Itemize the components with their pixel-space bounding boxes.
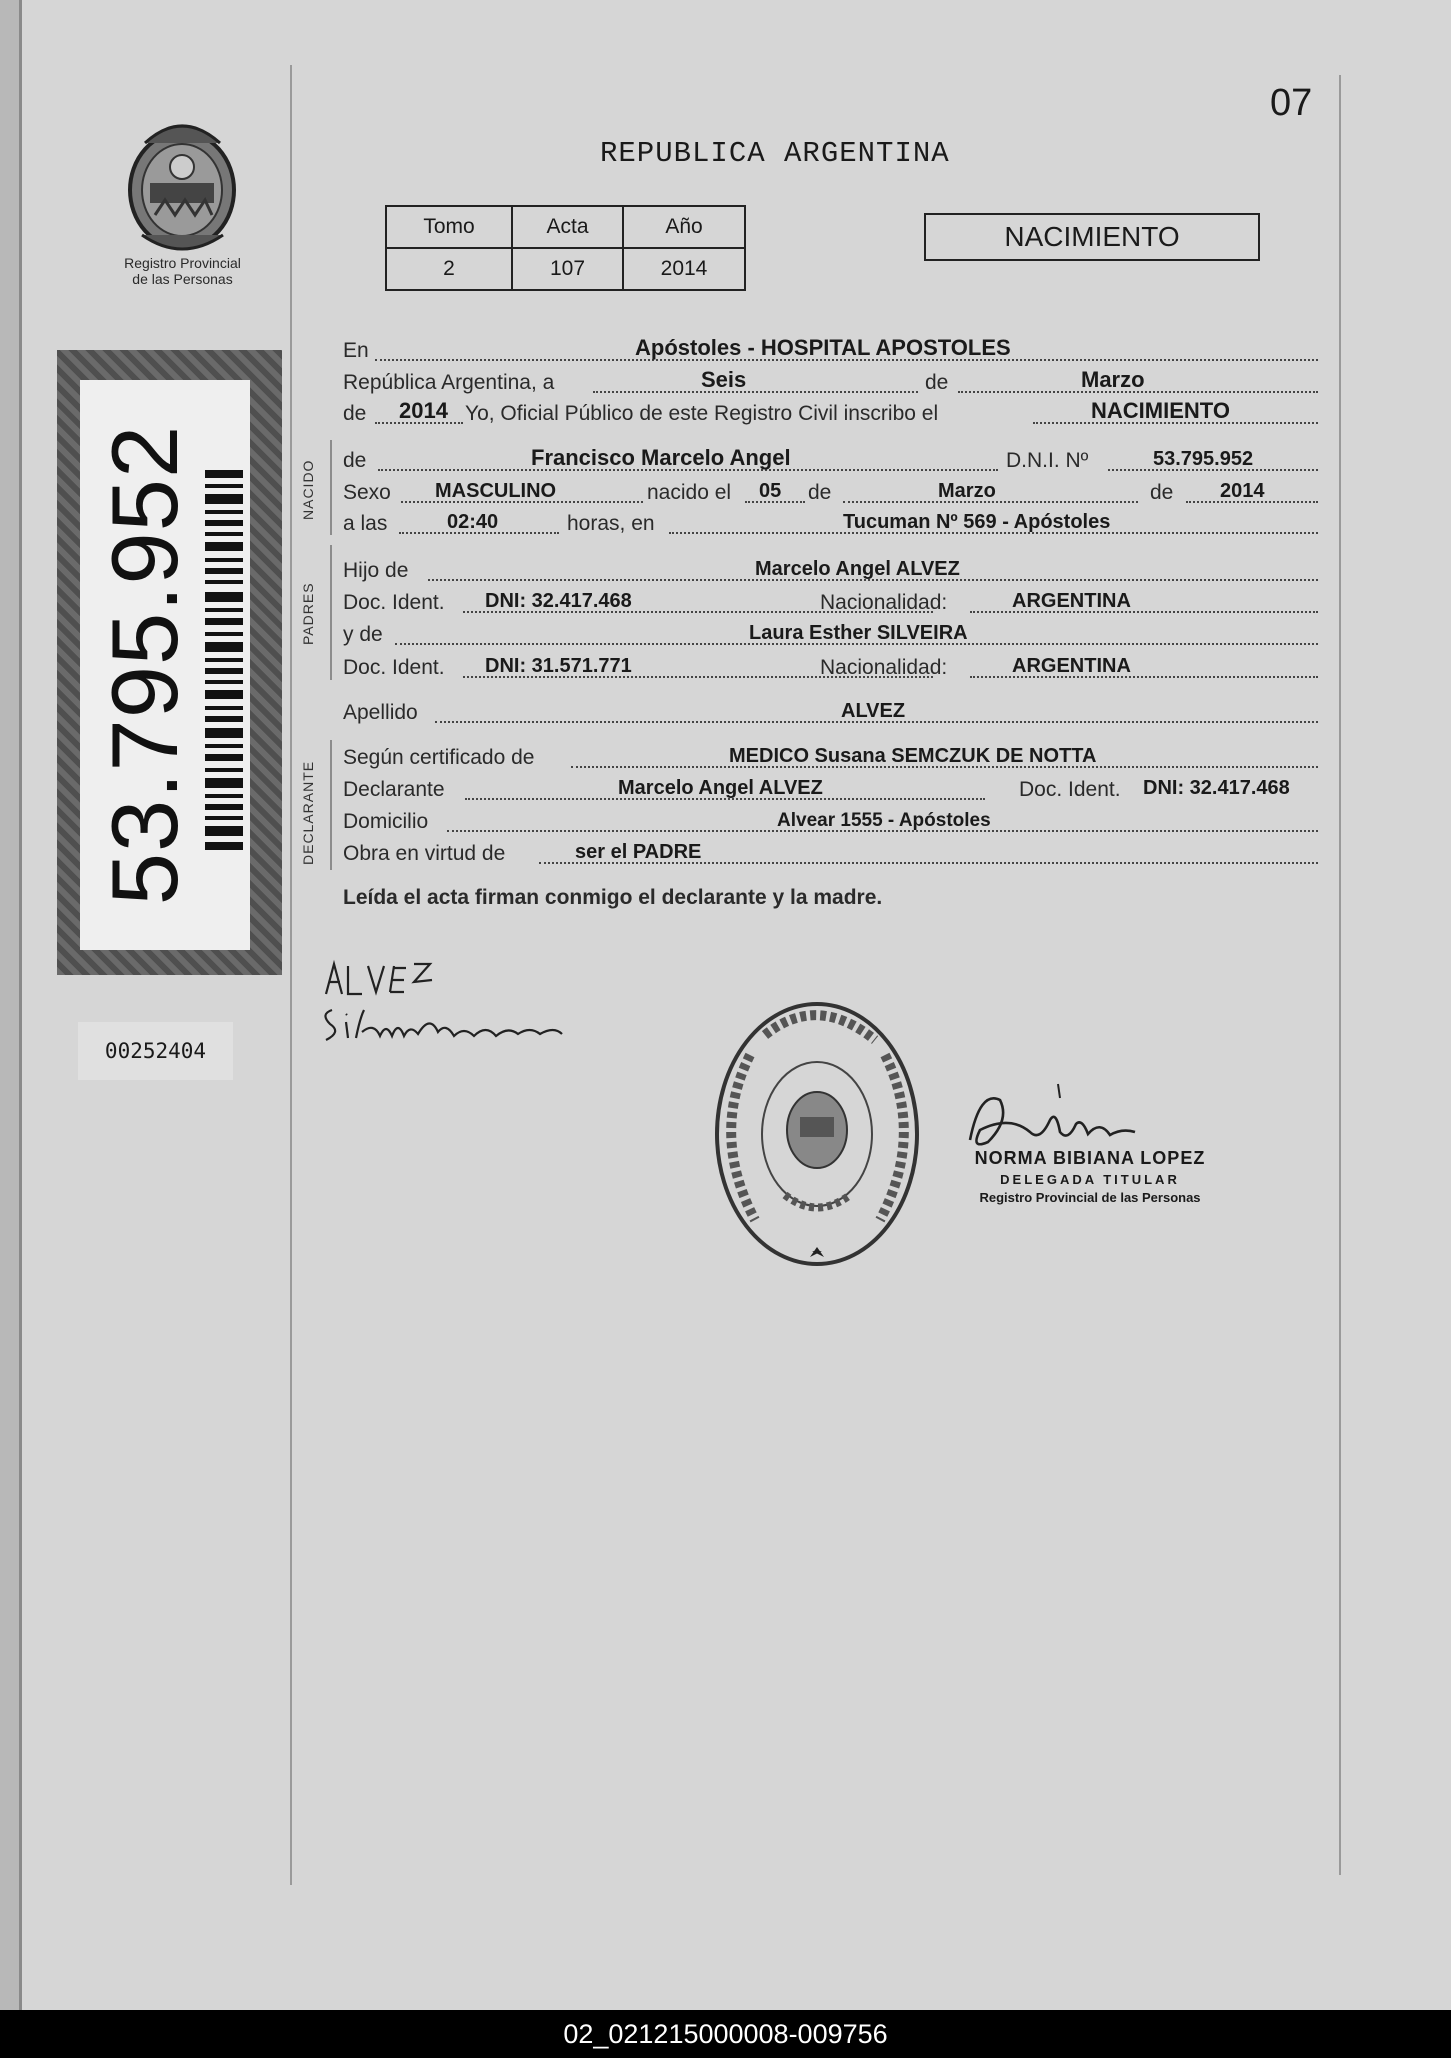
value-nac-anio: 2014 bbox=[1220, 480, 1265, 502]
tomo-label: Tomo bbox=[386, 206, 512, 248]
right-margin-line bbox=[1339, 75, 1341, 1875]
row-apellido bbox=[343, 697, 1318, 729]
row-lugar bbox=[343, 335, 1318, 367]
label-de-nombre: de bbox=[343, 449, 367, 472]
acta-value: 107 bbox=[512, 248, 623, 290]
label-dni: D.N.I. Nº bbox=[1006, 449, 1089, 472]
value-sexo: MASCULINO bbox=[435, 480, 557, 502]
barcode-icon bbox=[205, 470, 243, 850]
label-nacionalidad: Nacionalidad: bbox=[820, 591, 948, 614]
label-doc-ident: Doc. Ident. bbox=[343, 591, 445, 614]
country-title: REPUBLICA ARGENTINA bbox=[600, 137, 950, 170]
row-nombre bbox=[343, 445, 1318, 477]
file-id-footer: 02_021215000008-009756 bbox=[0, 2010, 1451, 2058]
document-type: NACIMIENTO bbox=[924, 213, 1260, 261]
value-nac-mes: Marzo bbox=[938, 480, 996, 502]
label-domicilio: Domicilio bbox=[343, 810, 429, 833]
row-obra bbox=[343, 838, 1318, 870]
section-declarante: DECLARANTE bbox=[300, 760, 316, 865]
value-lugar-nac: Tucuman Nº 569 - Apóstoles bbox=[843, 511, 1111, 533]
value-lugar: Apóstoles - HOSPITAL APOSTOLES bbox=[635, 335, 1011, 360]
value-domicilio: Alvear 1555 - Apóstoles bbox=[777, 810, 991, 831]
row-madre bbox=[343, 619, 1318, 651]
label-de: de bbox=[925, 371, 949, 394]
acta-label: Acta bbox=[512, 206, 623, 248]
handwritten-signature bbox=[318, 952, 588, 1052]
label-nacionalidad-madre: Nacionalidad: bbox=[820, 656, 948, 679]
value-declarante-doc: DNI: 32.417.468 bbox=[1143, 777, 1290, 799]
label-de-anio: de bbox=[343, 402, 367, 425]
label-doc-ident-madre: Doc. Ident. bbox=[343, 656, 445, 679]
label-sexo: Sexo bbox=[343, 481, 391, 504]
label-de-mes: de bbox=[808, 481, 832, 504]
page-number: 07 bbox=[1270, 82, 1313, 124]
closing-statement: Leída el acta firman conmigo el declarante y la madre. bbox=[343, 886, 883, 909]
section-nacido: NACIDO bbox=[300, 459, 316, 520]
tomo-acta-anio-table bbox=[385, 205, 746, 291]
label-a-las: a las bbox=[343, 512, 388, 535]
value-dia: Seis bbox=[701, 367, 747, 392]
label-certificado: Según certificado de bbox=[343, 746, 535, 769]
value-mes: Marzo bbox=[1081, 367, 1145, 392]
value-certificado: MEDICO Susana SEMCZUK DE NOTTA bbox=[729, 745, 1097, 767]
value-padre-doc: DNI: 32.417.468 bbox=[485, 590, 632, 612]
row-inscribe bbox=[343, 398, 1318, 430]
anio-value: 2014 bbox=[623, 248, 745, 290]
value-padre-nac: ARGENTINA bbox=[1012, 590, 1131, 612]
registry-stamp bbox=[710, 995, 925, 1273]
row-padre-doc bbox=[343, 587, 1318, 619]
serial-number: 00252404 bbox=[78, 1022, 233, 1080]
tomo-value: 2 bbox=[386, 248, 512, 290]
official-name: NORMA BIBIANA LOPEZ bbox=[974, 1148, 1206, 1168]
value-obra: ser el PADRE bbox=[575, 841, 702, 863]
label-apellido: Apellido bbox=[343, 701, 418, 724]
value-madre-doc: DNI: 31.571.771 bbox=[485, 655, 632, 677]
value-anio: 2014 bbox=[399, 398, 448, 423]
row-fecha bbox=[343, 367, 1318, 399]
value-madre-nac: ARGENTINA bbox=[1012, 655, 1131, 677]
label-doc-ident-declarante: Doc. Ident. bbox=[1019, 778, 1121, 801]
misiones-emblem bbox=[120, 115, 245, 255]
label-oficial: Yo, Oficial Público de este Registro Civil inscribo el bbox=[465, 402, 939, 425]
value-nombre: Francisco Marcelo Angel bbox=[531, 445, 791, 470]
section-rule-nacido bbox=[330, 440, 332, 535]
row-declarante bbox=[343, 774, 1318, 806]
official-block bbox=[940, 1148, 1240, 1205]
section-rule-declarante bbox=[330, 740, 332, 870]
value-padre: Marcelo Angel ALVEZ bbox=[755, 558, 960, 580]
label-en: En bbox=[343, 339, 369, 362]
left-margin-line bbox=[290, 65, 292, 1885]
label-y-de: y de bbox=[343, 623, 383, 646]
value-madre: Laura Esther SILVEIRA bbox=[749, 622, 968, 644]
anio-label: Año bbox=[623, 206, 745, 248]
section-rule-padres bbox=[330, 545, 332, 680]
row-padre bbox=[343, 555, 1318, 587]
value-declarante: Marcelo Angel ALVEZ bbox=[618, 777, 823, 799]
official-title: DELEGADA TITULAR bbox=[1000, 1172, 1180, 1187]
row-domicilio bbox=[343, 806, 1318, 838]
label-republica: República Argentina, a bbox=[343, 371, 555, 394]
label-declarante: Declarante bbox=[343, 778, 445, 801]
registry-name: Registro Provincial de las Personas bbox=[124, 255, 241, 287]
row-certificado bbox=[343, 742, 1318, 774]
label-obra: Obra en virtud de bbox=[343, 842, 506, 865]
row-sexo bbox=[343, 477, 1318, 509]
label-horas-en: horas, en bbox=[567, 512, 655, 535]
section-padres: PADRES bbox=[300, 582, 316, 645]
label-de-anio-nac: de bbox=[1150, 481, 1174, 504]
value-nac-dia: 05 bbox=[759, 480, 782, 502]
dotted-line bbox=[593, 391, 918, 393]
row-madre-doc bbox=[343, 652, 1318, 684]
value-dni: 53.795.952 bbox=[1153, 448, 1254, 470]
value-inscribe: NACIMIENTO bbox=[1091, 398, 1230, 423]
label-nacido-el: nacido el bbox=[647, 481, 732, 504]
official-office: Registro Provincial de las Personas bbox=[979, 1190, 1201, 1205]
value-apellido: ALVEZ bbox=[841, 700, 906, 722]
label-hijo-de: Hijo de bbox=[343, 559, 409, 582]
row-hora bbox=[343, 508, 1318, 540]
scan-edge bbox=[0, 0, 22, 2010]
value-hora: 02:40 bbox=[447, 511, 499, 533]
id-band-number: 53.795.952 bbox=[92, 424, 197, 906]
